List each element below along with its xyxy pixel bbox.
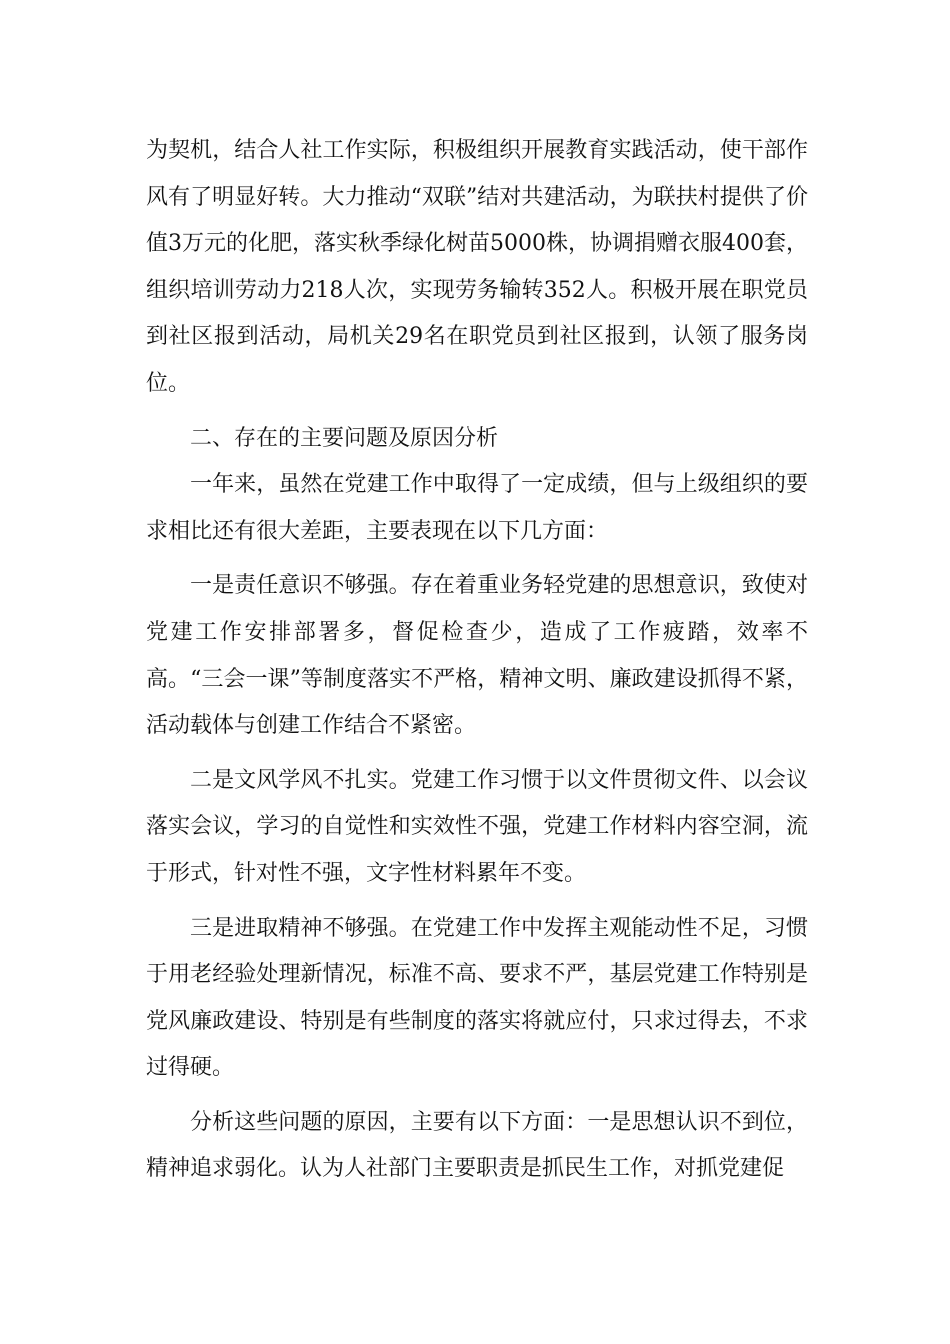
section-heading: 二、存在的主要问题及原因分析 <box>190 425 499 451</box>
paragraph-issue-2: 二是文风学风不扎实。党建工作习惯于以文件贯彻文件、以会议落实会议，学习的自觉性和实效性不强，党建工作材料内容空洞，流于形式，针对性不强，文字性材料累年不变。 <box>146 767 808 886</box>
paragraph-issue-3: 三是进取精神不够强。在党建工作中发挥主观能动性不足，习惯于用老经验处理新情况，标准不高、要求不严，基层党建工作特别是党风廉政建设、特别是有些制度的落实将就应付，只求过得去，不求过得硬。 <box>146 915 808 1081</box>
paragraph-continuation: 为契机，结合人社工作实际，积极组织开展教育实践活动，使干部作风有了明显好转。大力推动“双联”结对共建活动，为联扶村提供了价值3万元的化肥，落实秋季绿化树苗5000株，协调捐赠衣服400套，组织培训劳动力218人次，实现劳务输转352人。积极开展在职党员到社区报到活动，局机关29名在职党员到社区报到，认领了服务岗位。 <box>146 138 808 396</box>
document-body <box>146 128 808 1193</box>
paragraph-issue-1: 一是责任意识不够强。存在着重业务轻党建的思想意识，致使对党建工作安排部署多，督促检查少，造成了工作疲踏，效率不高。“三会一课”等制度落实不严格，精神文明、廉政建设抓得不紧，活动载体与创建工作结合不紧密。 <box>146 573 808 739</box>
paragraph-intro: 一年来，虽然在党建工作中取得了一定成绩，但与上级组织的要求相比还有很大差距，主要表现在以下几方面： <box>146 472 808 544</box>
paragraph-cause-analysis: 分析这些问题的原因，主要有以下方面：一是思想认识不到位，精神追求弱化。认为人社部门主要职责是抓民生工作，对抓党建促 <box>146 1109 808 1182</box>
